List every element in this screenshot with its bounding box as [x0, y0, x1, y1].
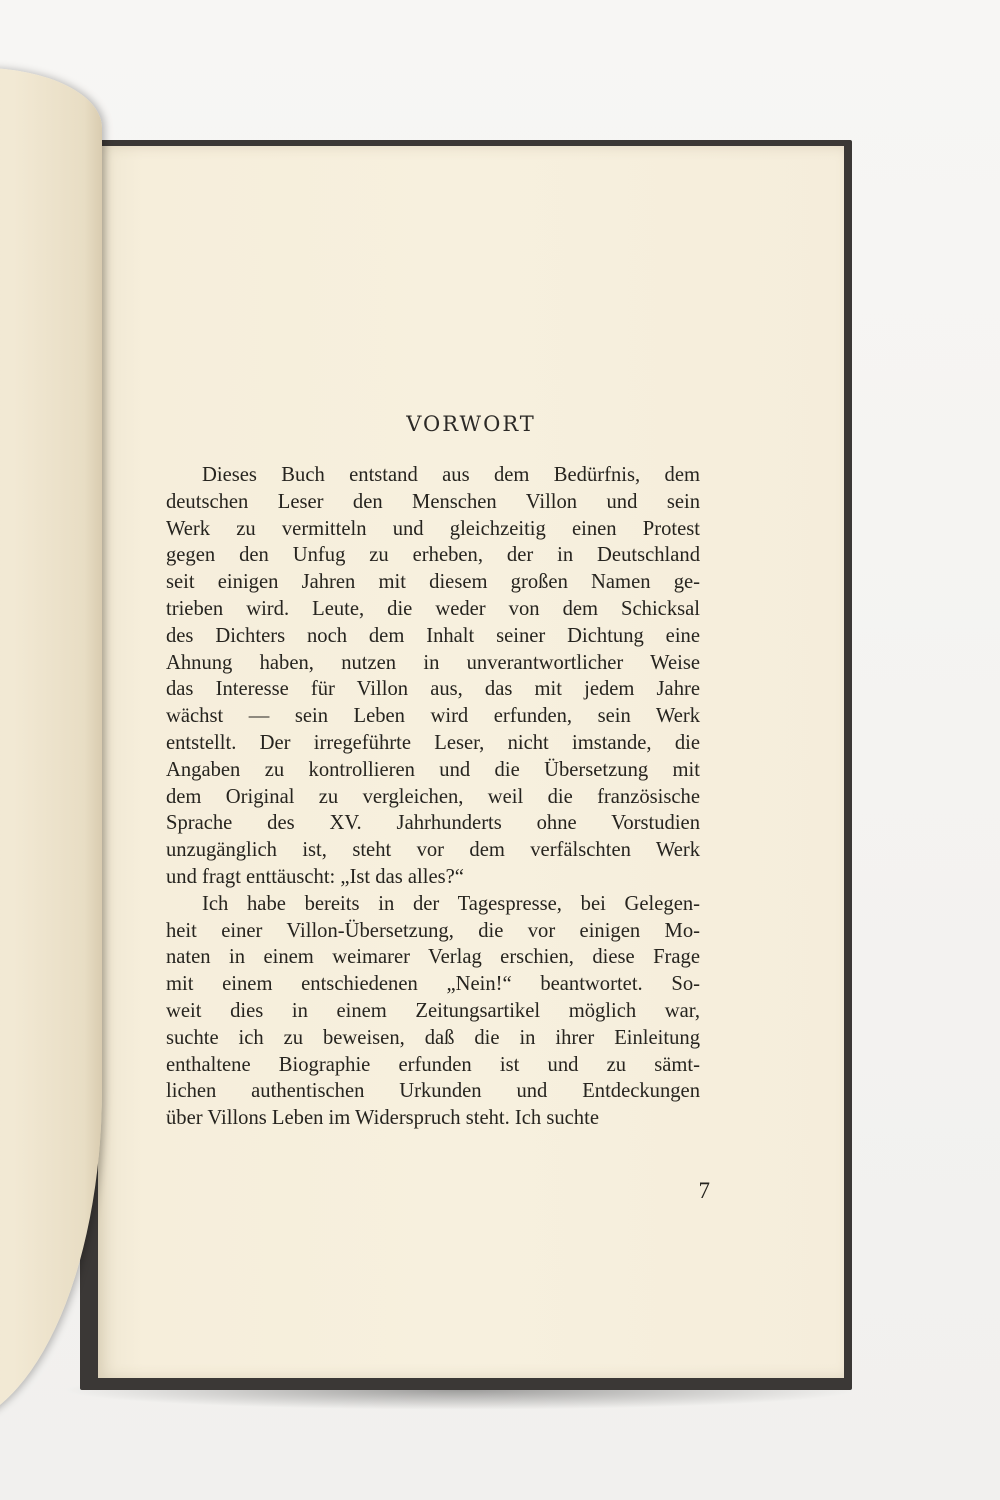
text-line: weit dies in einem Zeitungsartikel möglich war, [166, 999, 700, 1022]
text-line: suchte ich zu beweisen, daß die in ihrer Einleitung [166, 1026, 700, 1049]
facing-page-curl [0, 68, 102, 1428]
text-line: Werk zu vermitteln und gleichzeitig einen Protest [166, 517, 700, 540]
text-line: Angaben zu kontrollieren und die Übersetzung mit [166, 758, 700, 781]
text-line: deutschen Leser den Menschen Villon und sein [166, 490, 700, 513]
text-line: Dieses Buch entstand aus dem Bedürfnis, dem [202, 464, 700, 486]
paragraph [166, 462, 700, 891]
text-line: mit einem entschiedenen „Nein!“ beantwortet. So- [166, 973, 700, 996]
text-line: enthaltene Biographie erfunden ist und zu sämt- [166, 1053, 700, 1076]
text-line: unzugänglich ist, steht vor dem verfälschten Werk [166, 839, 700, 862]
text-line: heit einer Villon-Übersetzung, die vor einigen Mo- [166, 919, 700, 942]
text-line: Ahnung haben, nutzen in unverantwortlicher Weise [166, 651, 700, 674]
text-line: wächst — sein Leben wird erfunden, sein Werk [166, 705, 700, 728]
body-text [166, 462, 700, 1132]
text-line: und fragt enttäuscht: „Ist das alles?“ [166, 865, 464, 888]
page-number: 7 [698, 1178, 710, 1203]
text-line: gegen den Unfug zu erheben, der in Deutschland [166, 544, 700, 567]
text-line: über Villons Leben im Widerspruch steht. Ich suchte [166, 1107, 599, 1130]
text-line: das Interesse für Villon aus, das mit jedem Jahre [166, 678, 700, 701]
paragraph [166, 891, 700, 1132]
text-line: dem Original zu vergleichen, weil die französische [166, 785, 700, 808]
text-line: lichen authentischen Urkunden und Entdeckungen [166, 1080, 700, 1103]
text-line: Sprache des XV. Jahrhunderts ohne Vorstudien [166, 812, 700, 835]
text-line: entstellt. Der irregeführte Leser, nicht imstande, die [166, 731, 700, 754]
text-line: trieben wird. Leute, die weder von dem Schicksal [166, 597, 700, 620]
text-line: seit einigen Jahren mit diesem großen Namen ge- [166, 571, 700, 594]
text-line: des Dichters noch dem Inhalt seiner Dichtung eine [166, 624, 700, 647]
page-heading: VORWORT [406, 412, 536, 436]
text-line: naten in einem weimarer Verlag erschien, diese Frage [166, 946, 700, 969]
text-line: Ich habe bereits in der Tagespresse, bei Gelegen- [202, 892, 700, 915]
